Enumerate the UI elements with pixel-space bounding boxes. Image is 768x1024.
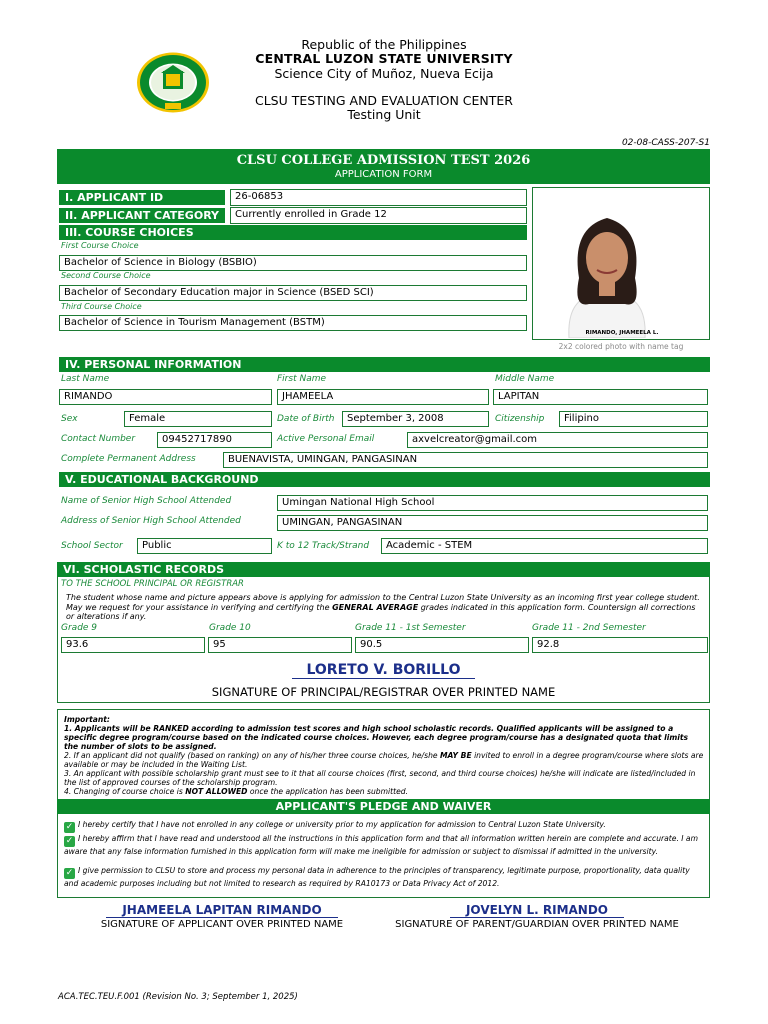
important-item-4a: 4. Changing of course choice is (64, 787, 186, 796)
grade11-2nd-field[interactable]: 92.8 (532, 637, 708, 653)
republic-line: Republic of the Philippines (301, 37, 467, 52)
form-title: CLSU COLLEGE ADMISSION TEST 2026 (236, 153, 531, 168)
guardian-signature-caption: SIGNATURE OF PARENT/GUARDIAN OVER PRINTED NAME (395, 919, 679, 930)
pledge-text-1: I hereby certify that I have not enrolled in any college or university prior to my application for admission to Central Luzon State University. (78, 820, 606, 829)
grade9-label: Grade 9 (61, 623, 98, 633)
testing-center-name: CLSU TESTING AND EVALUATION CENTER (254, 93, 513, 108)
grade11-2nd-label: Grade 11 - 2nd Semester (532, 623, 646, 633)
school-sector-field[interactable]: Public (137, 538, 272, 554)
form-code: 02-08-CASS-207-S1 (621, 138, 710, 148)
dob-label: Date of Birth (277, 414, 335, 424)
third-course-label: Third Course Choice (61, 302, 142, 311)
form-title-bar (57, 149, 710, 184)
middle-name-label: Middle Name (495, 374, 555, 384)
important-heading: Important: (64, 715, 110, 724)
applicant-id-field[interactable]: 26-06853 (230, 189, 527, 206)
photo-frame (532, 187, 710, 340)
request-text-1: The student whose name and picture appears above is applying for admission to the Central Luzon State University as an incoming first year college student. May we request for your assistance in verifying and certifying the (66, 593, 700, 612)
applicant-photo (549, 208, 665, 338)
important-item-4b: NOT ALLOWED (185, 787, 248, 796)
personal-info-header: IV. PERSONAL INFORMATION (59, 357, 710, 372)
first-name-label: First Name (277, 374, 327, 384)
school-name-label: Name of Senior High School Attended (61, 496, 232, 506)
sex-field[interactable]: Female (124, 411, 272, 427)
course-choices-header: III. COURSE CHOICES (59, 225, 527, 240)
important-item-2c: invited to enroll in a degree program/course where slots are available or may be included in the Waiting List. (64, 751, 704, 769)
track-field[interactable]: Academic - STEM (381, 538, 708, 554)
photo-note: 2x2 colored photo with name tag (558, 342, 684, 351)
contact-label: Contact Number (61, 434, 136, 444)
applicant-category-field[interactable]: Currently enrolled in Grade 12 (230, 207, 527, 224)
citizenship-field[interactable]: Filipino (559, 411, 708, 427)
important-item-1: 1. Applicants will be RANKED according to admission test scores and high school scholastic records. Qualified applicants will be assigned to a specific degree program/course based on the indicated course choices. However, each degree program/course has a designated quota that limits the number of slots to be assigned. (64, 724, 689, 751)
third-course-field[interactable]: Bachelor of Science in Tourism Management (BSTM) (59, 315, 527, 331)
principal-name: LORETO V. BORILLO (292, 662, 474, 679)
important-item-4 (64, 787, 704, 796)
principal-caption: SIGNATURE OF PRINCIPAL/REGISTRAR OVER PRINTED NAME (211, 685, 556, 699)
request-text-bold: GENERAL AVERAGE (332, 602, 419, 612)
important-item-2 (64, 751, 704, 769)
grade10-label: Grade 10 (209, 623, 251, 633)
track-label: K to 12 Track/Strand (277, 541, 370, 551)
education-header: V. EDUCATIONAL BACKGROUND (59, 472, 710, 487)
applicant-signature-caption: SIGNATURE OF APPLICANT OVER PRINTED NAME (100, 919, 344, 930)
grade10-field[interactable]: 95 (208, 637, 352, 653)
university-name: CENTRAL LUZON STATE UNIVERSITY (255, 51, 513, 66)
school-address-label: Address of Senior High School Attended (61, 516, 241, 526)
sex-label: Sex (61, 414, 78, 424)
address-field[interactable]: BUENAVISTA, UMINGAN, PANGASINAN (223, 452, 708, 468)
application-form (57, 149, 710, 1024)
pledge-text-3: I give permission to CLSU to store and process my personal data in adherence to the principles of transparency, legitimate purpose, proportionality, data quality and academic purposes including but not limited to research as required by RA10173 or Data Privacy Act of 2012. (64, 866, 690, 888)
important-item-4c: once the application has been submitted. (247, 787, 408, 796)
address-label: Complete Permanent Address (61, 454, 196, 464)
contact-field[interactable]: 09452717890 (157, 432, 272, 448)
important-item-3: 3. An applicant with possible scholarship grant must see to it that all course choices (first, second, and third course choices) he/she will indicate are listed/included in the list of approved courses of the scholarship program. (64, 769, 696, 787)
checkbox-checked-icon[interactable]: ✓ (65, 868, 74, 878)
first-course-field[interactable]: Bachelor of Science in Biology (BSBIO) (59, 255, 527, 271)
pledge-header: APPLICANT'S PLEDGE AND WAIVER (57, 799, 710, 814)
grade9-field[interactable]: 93.6 (61, 637, 205, 653)
middle-name-field[interactable]: LAPITAN (493, 389, 708, 405)
letterhead (0, 38, 768, 122)
pledge-item-1 (64, 820, 704, 833)
citizenship-label: Citizenship (495, 414, 545, 424)
second-course-field[interactable]: Bachelor of Secondary Education major in Science (BSED SCI) (59, 285, 527, 301)
applicant-signature-name: JHAMEELA LAPITAN RIMANDO (106, 903, 337, 918)
testing-unit-name: Testing Unit (347, 107, 421, 122)
guardian-signature (387, 903, 687, 917)
second-course-label: Second Course Choice (61, 271, 151, 280)
email-label: Active Personal Email (277, 434, 375, 444)
checkbox-checked-icon[interactable]: ✓ (65, 836, 74, 846)
university-location: Science City of Muñoz, Nueva Ecija (274, 66, 494, 81)
applicant-id-label: I. APPLICANT ID (59, 190, 225, 205)
grade11-1st-label: Grade 11 - 1st Semester (355, 623, 466, 633)
photo-name-tag: RIMANDO, JHAMEELA L. (585, 330, 659, 336)
important-notes (64, 715, 704, 796)
school-address-field[interactable]: UMINGAN, PANGASINAN (277, 515, 708, 531)
scholastic-header: VI. SCHOLASTIC RECORDS (57, 562, 710, 577)
grade11-1st-field[interactable]: 90.5 (355, 637, 529, 653)
request-text-2: grades indicated in this application form. Countersign all corrections or alterations if any. (66, 602, 696, 621)
form-subtitle: APPLICATION FORM (334, 169, 433, 180)
form-revision-footer: ACA.TEC.TEU.F.001 (Revision No. 3; September 1, 2025) (58, 992, 298, 1002)
principal-signature (57, 662, 710, 678)
checkbox-checked-icon[interactable]: ✓ (65, 822, 74, 832)
records-request-text (66, 593, 706, 622)
guardian-signature-name: JOVELYN L. RIMANDO (450, 903, 624, 918)
school-sector-label: School Sector (61, 541, 123, 551)
first-course-label: First Course Choice (61, 241, 139, 250)
applicant-signature (97, 903, 347, 917)
important-item-2a: 2. If an applicant did not qualify (based on ranking) on any of his/her three course choices, he/she (64, 751, 440, 760)
last-name-label: Last Name (61, 374, 110, 384)
important-item-2b: MAY BE (439, 751, 472, 760)
principal-addressee: TO THE SCHOOL PRINCIPAL OR REGISTRAR (61, 579, 244, 589)
last-name-field[interactable]: RIMANDO (59, 389, 272, 405)
email-field[interactable]: axvelcreator@gmail.com (407, 432, 708, 448)
pledge-item-2 (64, 834, 704, 856)
pledge-item-3 (64, 866, 704, 888)
school-name-field[interactable]: Umingan National High School (277, 495, 708, 511)
applicant-category-label: II. APPLICANT CATEGORY (59, 208, 225, 223)
dob-field[interactable]: September 3, 2008 (342, 411, 489, 427)
pledge-text-2: I hereby affirm that I have read and understood all the instructions in this application form and that all information written herein are complete and accurate. I am aware that any false information furnished in this application form will make me ineligible for admission or subject to dismissal if admitted in the university. (64, 834, 698, 856)
first-name-field[interactable]: JHAMEELA (277, 389, 489, 405)
